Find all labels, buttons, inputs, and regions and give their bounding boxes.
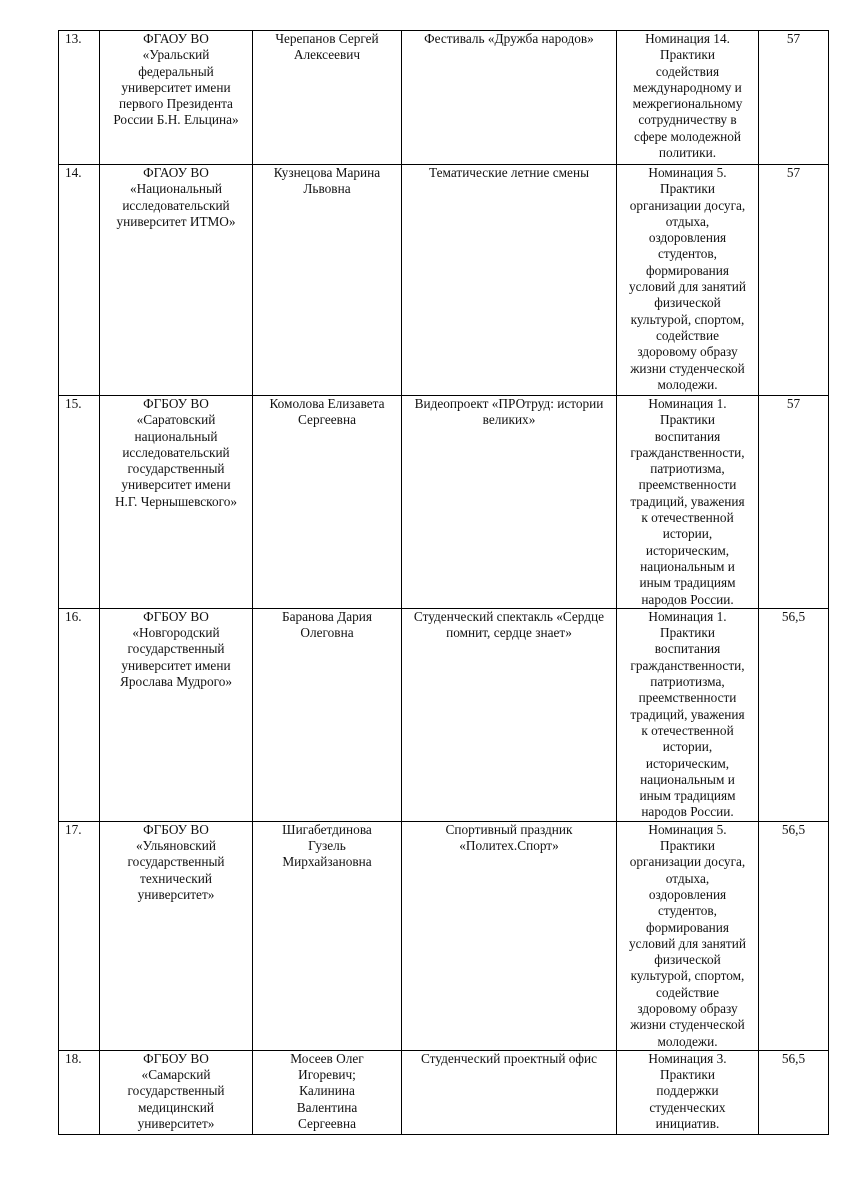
project-cell: Видеопроект «ПРОтруд: истории великих» [402, 396, 617, 609]
table-row [59, 396, 829, 609]
nomination-cell: Номинация 1. Практики воспитания гражданственности, патриотизма, преемственности традиций, уважения к отечественной истории, историческим, национальным и иным традициям народов России. [617, 608, 759, 821]
score-cell: 56,5 [759, 821, 829, 1050]
table-row [59, 31, 829, 165]
score-cell: 57 [759, 396, 829, 609]
nomination-cell: Номинация 14. Практики содействия международному и межрегиональному сотрудничеству в сфере молодежной политики. [617, 31, 759, 165]
row-number: 14. [59, 165, 100, 396]
row-number: 16. [59, 608, 100, 821]
person-cell: Комолова Елизавета Сергеевна [253, 396, 402, 609]
nomination-cell: Номинация 5. Практики организации досуга, отдыха, оздоровления студентов, формирования условий для занятий физической культурой, спортом, содействие здоровому образу жизни студенческой молодежи. [617, 165, 759, 396]
row-number: 15. [59, 396, 100, 609]
project-cell: Фестиваль «Дружба народов» [402, 31, 617, 165]
organization-cell: ФГАОУ ВО «Национальный исследовательский университет ИТМО» [100, 165, 253, 396]
score-cell: 56,5 [759, 608, 829, 821]
score-cell: 57 [759, 165, 829, 396]
results-table [58, 30, 829, 1135]
project-cell: Спортивный праздник «Политех.Спорт» [402, 821, 617, 1050]
score-cell: 56,5 [759, 1050, 829, 1134]
person-cell: Мосеев Олег Игоревич; Калинина Валентина Сергеевна [253, 1050, 402, 1134]
table-row [59, 165, 829, 396]
person-cell: Кузнецова Марина Львовна [253, 165, 402, 396]
project-cell: Студенческий проектный офис [402, 1050, 617, 1134]
organization-cell: ФГБОУ ВО «Ульяновский государственный технический университет» [100, 821, 253, 1050]
row-number: 18. [59, 1050, 100, 1134]
nomination-cell: Номинация 5. Практики организации досуга, отдыха, оздоровления студентов, формирования условий для занятий физической культурой, спортом, содействие здоровому образу жизни студенческой молодежи. [617, 821, 759, 1050]
organization-cell: ФГАОУ ВО «Уральский федеральный университет имени первого Президента России Б.Н. Ельцина» [100, 31, 253, 165]
person-cell: Черепанов Сергей Алексеевич [253, 31, 402, 165]
organization-cell: ФГБОУ ВО «Самарский государственный медицинский университет» [100, 1050, 253, 1134]
table-row [59, 1050, 829, 1134]
person-cell: Баранова Дария Олеговна [253, 608, 402, 821]
project-cell: Студенческий спектакль «Сердце помнит, сердце знает» [402, 608, 617, 821]
table-row [59, 821, 829, 1050]
row-number: 17. [59, 821, 100, 1050]
nomination-cell: Номинация 1. Практики воспитания гражданственности, патриотизма, преемственности традиций, уважения к отечественной истории, историческим, национальным и иным традициям народов России. [617, 396, 759, 609]
score-cell: 57 [759, 31, 829, 165]
table-row [59, 608, 829, 821]
organization-cell: ФГБОУ ВО «Новгородский государственный университет имени Ярослава Мудрого» [100, 608, 253, 821]
person-cell: Шигабетдинова Гузель Мирхайзановна [253, 821, 402, 1050]
project-cell: Тематические летние смены [402, 165, 617, 396]
nomination-cell: Номинация 3. Практики поддержки студенческих инициатив. [617, 1050, 759, 1134]
row-number: 13. [59, 31, 100, 165]
organization-cell: ФГБОУ ВО «Саратовский национальный исследовательский государственный университет имени Н.Г. Чернышевского» [100, 396, 253, 609]
